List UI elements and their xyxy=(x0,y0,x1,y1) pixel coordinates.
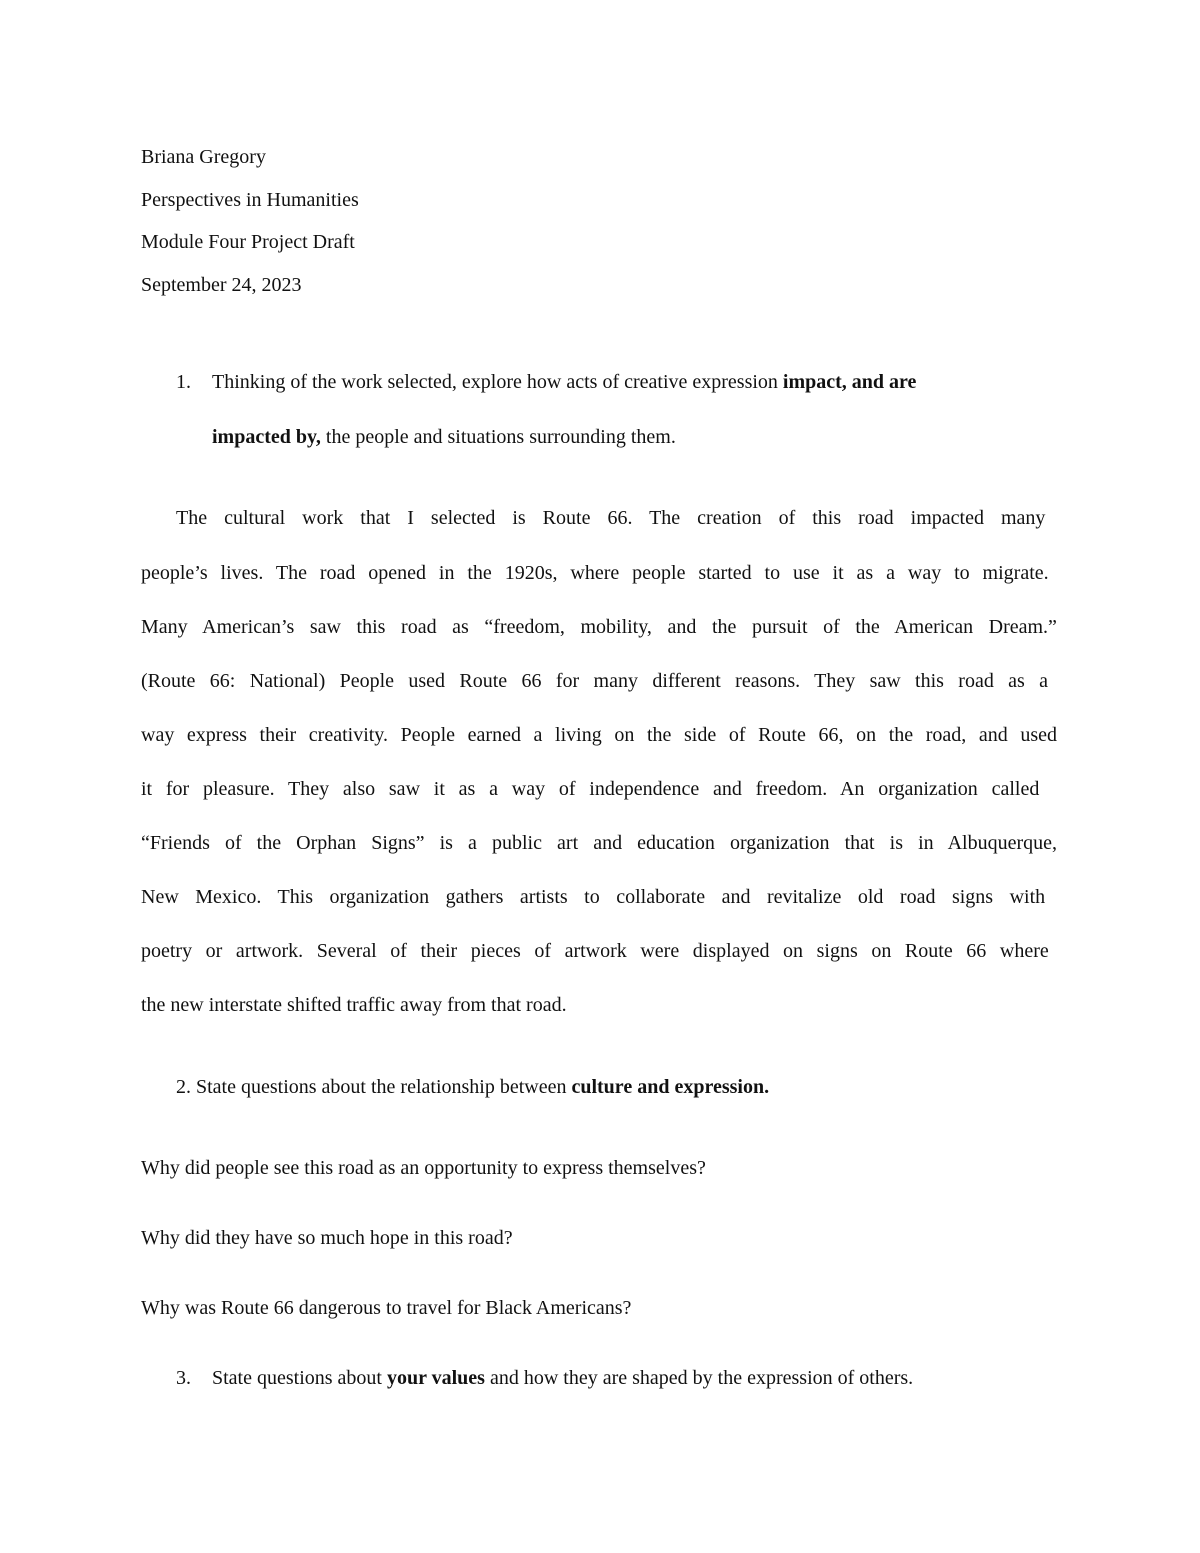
answer-1-line: poetry or artwork. Several of their pieces of artwork were displayed on signs on Route 66 where xyxy=(141,940,1049,962)
question-2-text: 2. State questions about the relationship between xyxy=(176,1076,572,1098)
question-3-prefix: State questions about xyxy=(212,1367,387,1389)
question-2 xyxy=(176,1075,769,1099)
course-name: Perspectives in Humanities xyxy=(141,189,359,211)
answer-2-question: Why was Route 66 dangerous to travel for Black Americans? xyxy=(141,1297,632,1319)
answer-1-line: it for pleasure. They also saw it as a way of independence and freedom. An organization called xyxy=(141,778,1040,800)
question-3-suffix: and how they are shaped by the expression of others. xyxy=(484,1367,914,1389)
answer-1-line: people’s lives. The road opened in the 1920s, where people started to use it as a way to migrate. xyxy=(141,562,1049,584)
question-2-bold: culture and expression. xyxy=(571,1076,770,1098)
answer-1-line: Many American’s saw this road as “freedom, mobility, and the pursuit of the American Dream.” xyxy=(141,616,1057,638)
question-1-line-1 xyxy=(212,370,916,394)
answer-1-line: the new interstate shifted traffic away from that road. xyxy=(141,994,567,1016)
answer-1-line: (Route 66: National) People used Route 66 for many different reasons. They saw this road as a xyxy=(141,670,1049,692)
answer-1-line: The cultural work that I selected is Route 66. The creation of this road impacted many xyxy=(176,507,1046,529)
answer-1-line: New Mexico. This organization gathers artists to collaborate and revitalize old road signs with xyxy=(141,886,1046,908)
question-1-text-2: the people and situations surrounding them. xyxy=(320,426,676,448)
question-3 xyxy=(212,1366,913,1390)
question-1-line-2 xyxy=(212,425,676,449)
answer-2-question: Why did they have so much hope in this road? xyxy=(141,1227,513,1249)
question-3-number: 3. xyxy=(176,1367,191,1389)
question-1-bold: impact, and are xyxy=(782,371,917,393)
question-1-text: Thinking of the work selected, explore how acts of creative expression xyxy=(212,371,783,393)
question-1-number: 1. xyxy=(176,371,191,393)
document-date: September 24, 2023 xyxy=(141,274,302,296)
answer-1-line: way express their creativity. People earned a living on the side of Route 66, on the road, and used xyxy=(141,724,1058,746)
answer-2-question: Why did people see this road as an opportunity to express themselves? xyxy=(141,1157,706,1179)
answer-1-line: “Friends of the Orphan Signs” is a public art and education organization that is in Albuquerque, xyxy=(141,832,1058,854)
question-1-bold-2: impacted by, xyxy=(212,426,321,448)
question-3-bold: your values xyxy=(386,1367,485,1389)
assignment-title: Module Four Project Draft xyxy=(141,231,355,253)
author-name: Briana Gregory xyxy=(141,146,266,168)
